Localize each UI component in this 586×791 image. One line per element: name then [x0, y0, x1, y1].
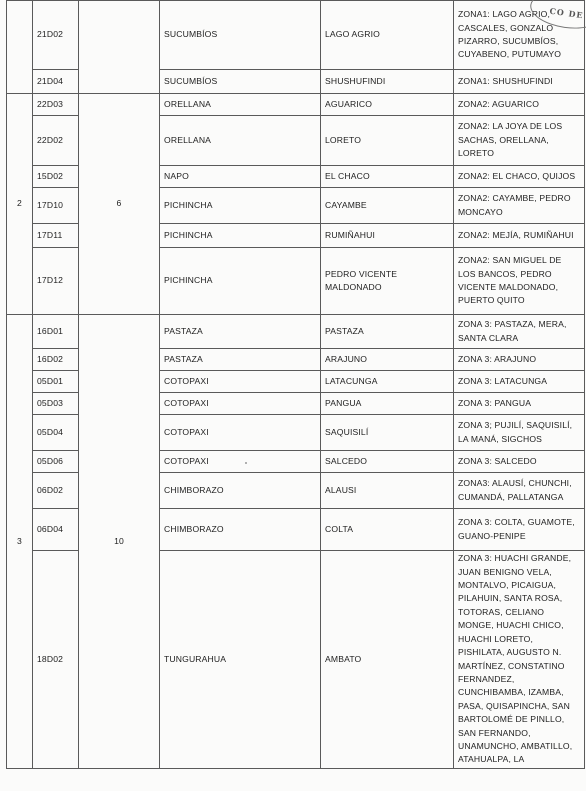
zona-cell: ZONA 3: ARAJUNO: [454, 349, 585, 371]
district-code: 05D01: [33, 371, 79, 393]
zona-cell: ZONA2: EL CHACO, QUIJOS: [454, 166, 585, 188]
province-cell: ORELLANA: [160, 116, 321, 166]
districts-table: [6, 0, 585, 769]
province-cell: SUCUMBÍOS: [160, 70, 321, 94]
province-cell: PICHINCHA: [160, 224, 321, 248]
canton-cell: COLTA: [321, 509, 454, 551]
zona-cell: ZONA2: SAN MIGUEL DE LOS BANCOS, PEDRO VICENTE MALDONADO, PUERTO QUITO: [454, 248, 585, 315]
stamp-text: CO DE: [548, 5, 585, 21]
canton-cell: SAQUISILÍ: [321, 415, 454, 451]
province-cell: PASTAZA: [160, 315, 321, 349]
zona-cell: ZONA1: SHUSHUFINDI: [454, 70, 585, 94]
table-row: [7, 94, 585, 116]
canton-cell: AMBATO: [321, 551, 454, 769]
zona-cell: ZONA 3: LATACUNGA: [454, 371, 585, 393]
district-code: 21D04: [33, 70, 79, 94]
canton-cell: SHUSHUFINDI: [321, 70, 454, 94]
district-code: 17D11: [33, 224, 79, 248]
canton-cell: SALCEDO: [321, 451, 454, 473]
canton-cell: AGUARICO: [321, 94, 454, 116]
zona-cell: ZONA2: CAYAMBE, PEDRO MONCAYO: [454, 188, 585, 224]
province-cell: COTOPAXI: [160, 393, 321, 415]
district-code: 18D02: [33, 551, 79, 769]
district-code: 16D02: [33, 349, 79, 371]
province-cell: TUNGURAHUA: [160, 551, 321, 769]
zona-cell: ZONA2: MEJÍA, RUMIÑAHUI: [454, 224, 585, 248]
province-cell: COTOPAXI: [160, 371, 321, 393]
zona-cell: ZONA 3: PASTAZA, MERA, SANTA CLARA: [454, 315, 585, 349]
zona-cell: ZONA 3; PUJILÍ, SAQUISILÍ, LA MANÁ, SIGCHOS: [454, 415, 585, 451]
province-cell: COTOPAXI: [160, 451, 321, 473]
province-cell: CHIMBORAZO: [160, 473, 321, 509]
district-code: 05D06: [33, 451, 79, 473]
province-cell: SUCUMBÍOS: [160, 1, 321, 70]
district-code: 17D12: [33, 248, 79, 315]
table-row: [7, 1, 585, 70]
canton-cell: RUMIÑAHUI: [321, 224, 454, 248]
district-code: 16D01: [33, 315, 79, 349]
district-code: 17D10: [33, 188, 79, 224]
province-cell: PICHINCHA: [160, 248, 321, 315]
zona-cell: ZONA 3: COLTA, GUAMOTE, GUANO-PENIPE: [454, 509, 585, 551]
count-cell: 6: [79, 94, 160, 315]
zona-cell: ZONA2: LA JOYA DE LOS SACHAS, ORELLANA, LORETO: [454, 116, 585, 166]
canton-cell: ALAUSI: [321, 473, 454, 509]
district-code: 06D02: [33, 473, 79, 509]
table-row: [7, 315, 585, 349]
province-cell: COTOPAXI: [160, 415, 321, 451]
count-cell: [79, 1, 160, 94]
district-code: 06D04: [33, 509, 79, 551]
zona-cell: ZONA2: AGUARICO: [454, 94, 585, 116]
zona-cell: ZONA1: LAGO AGRIO, CASCALES, GONZALO PIZARRO, SUCUMBÍOS, CUYABENO, PUTUMAYO: [454, 1, 585, 70]
region-cell: 3: [7, 315, 33, 769]
scan-speck: [245, 462, 247, 464]
zona-cell: ZONA 3: PANGUA: [454, 393, 585, 415]
canton-cell: LORETO: [321, 116, 454, 166]
district-code: 22D02: [33, 116, 79, 166]
zona-cell: ZONA 3: SALCEDO: [454, 451, 585, 473]
zona-cell: ZONA 3: HUACHI GRANDE, JUAN BENIGNO VELA, MONTALVO, PICAIGUA, PILAHUIN, SANTA ROSA, TOTORAS, CELIANO MONGE, HUACHI CHICO, HUACHI LORETO, PISHILATA, AUGUSTO N. MARTÍNEZ, CONSTATINO FERNANDEZ, CUNCHIBAMBA, IZAMBA, PASA, QUISAPINCHA, SAN BARTOLOMÉ DE PINLLO, SAN FERNANDO, UNAMUNCHO, AMBATILLO, ATAHUALPA, LA: [454, 551, 585, 769]
canton-cell: LAGO AGRIO: [321, 1, 454, 70]
zona-cell: ZONA3: ALAUSÍ, CHUNCHI, CUMANDÁ, PALLATANGA: [454, 473, 585, 509]
canton-cell: CAYAMBE: [321, 188, 454, 224]
region-cell: [7, 1, 33, 94]
province-cell: ORELLANA: [160, 94, 321, 116]
province-cell: PICHINCHA: [160, 188, 321, 224]
region-cell: 2: [7, 94, 33, 315]
canton-cell: LATACUNGA: [321, 371, 454, 393]
province-cell: CHIMBORAZO: [160, 509, 321, 551]
canton-cell: ARAJUNO: [321, 349, 454, 371]
count-cell: 10: [79, 315, 160, 769]
canton-cell: PANGUA: [321, 393, 454, 415]
district-code: 05D04: [33, 415, 79, 451]
district-code: 22D03: [33, 94, 79, 116]
province-cell: NAPO: [160, 166, 321, 188]
district-code: 05D03: [33, 393, 79, 415]
canton-cell: PASTAZA: [321, 315, 454, 349]
canton-cell: EL CHACO: [321, 166, 454, 188]
district-code: 21D02: [33, 1, 79, 70]
canton-cell: PEDRO VICENTE MALDONADO: [321, 248, 454, 315]
district-code: 15D02: [33, 166, 79, 188]
province-cell: PASTAZA: [160, 349, 321, 371]
